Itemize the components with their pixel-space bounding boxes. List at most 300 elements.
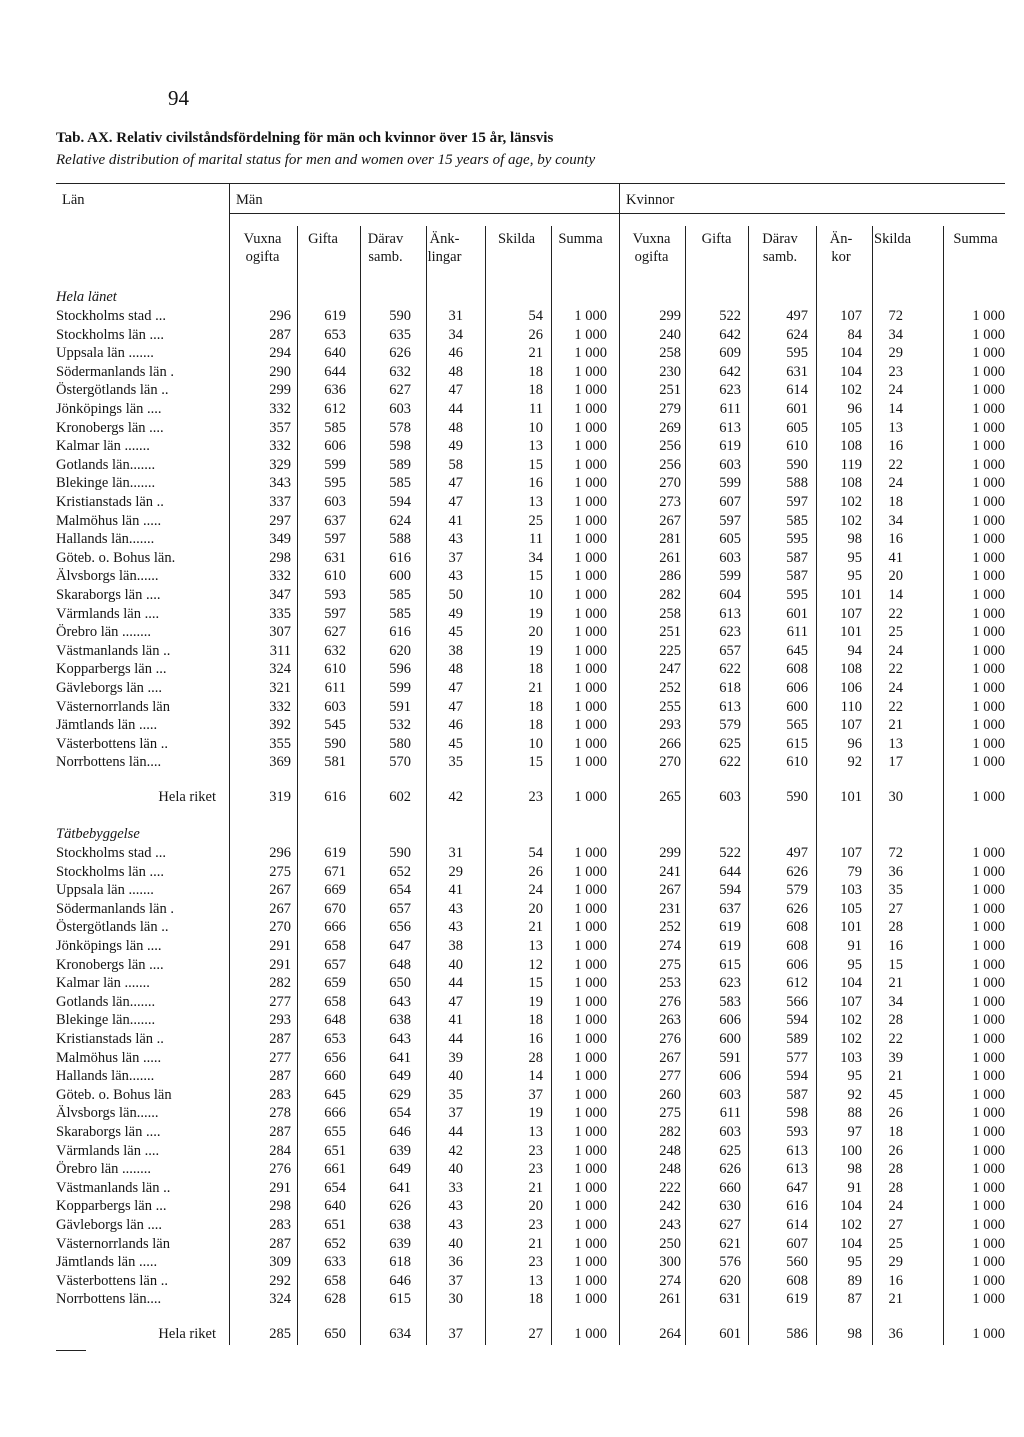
table-cell: 639 [389, 1142, 411, 1159]
table-cell: 31 [448, 845, 463, 861]
total-label: Hela riket [158, 789, 216, 805]
table-cell: 619 [324, 308, 346, 324]
table-cell: 1 000 [972, 419, 1005, 436]
rule-group [229, 213, 1005, 214]
table-cell: 605 [786, 419, 808, 436]
table-cell: 560 [786, 1254, 808, 1271]
table-cell: 648 [389, 956, 411, 973]
table-cell: 16 [528, 475, 543, 492]
table-cell: 50 [448, 587, 463, 603]
section-heading: Tätbebyggelse [56, 826, 140, 842]
table-cell: 1 000 [574, 642, 607, 659]
table-cell: 34 [448, 326, 463, 343]
total-cell: 264 [659, 1326, 681, 1342]
table-cell: 660 [719, 1179, 741, 1196]
table-cell: 105 [840, 419, 862, 436]
table-cell: 1 000 [972, 308, 1005, 324]
table-cell: 13 [528, 494, 543, 510]
table-cell: 349 [269, 531, 291, 548]
table-cell: 1 000 [972, 326, 1005, 343]
table-cell: 23 [528, 1254, 543, 1271]
table-cell: 657 [389, 900, 411, 917]
table-cell: 30 [448, 1291, 463, 1308]
table-cell: 47 [448, 382, 463, 399]
table-cell: 638 [389, 1217, 411, 1233]
total-cell: 27 [528, 1326, 543, 1342]
table-cell: 101 [840, 919, 862, 936]
table-cell: 26 [528, 326, 543, 343]
table-cell: 670 [324, 900, 346, 917]
total-cell: 36 [888, 1326, 903, 1342]
county-name: Västmanlands län .. [56, 642, 171, 659]
table-cell: 1 000 [574, 717, 607, 734]
table-cell: 15 [528, 456, 543, 473]
table-cell: 625 [719, 1142, 741, 1159]
table-cell: 255 [659, 698, 681, 715]
table-cell: 599 [324, 456, 346, 473]
table-cell: 104 [840, 1198, 862, 1215]
table-cell: 47 [448, 475, 463, 492]
table-cell: 610 [324, 661, 346, 678]
table-cell: 281 [659, 531, 681, 548]
table-cell: 611 [324, 680, 346, 696]
table-cell: 13 [528, 1272, 543, 1289]
county-name: Stockholms län .... [56, 326, 164, 343]
table-cell: 292 [269, 1272, 291, 1289]
table-cell: 608 [786, 661, 808, 678]
table-cell: 282 [659, 1124, 681, 1140]
county-name: Malmöhus län ..... [56, 1049, 162, 1066]
table-cell: 642 [719, 326, 741, 343]
table-cell: 627 [389, 382, 411, 399]
total-cell: 650 [324, 1326, 346, 1342]
table-cell: 44 [448, 1031, 463, 1047]
table-cell: 659 [324, 975, 346, 992]
table-cell: 601 [786, 401, 808, 417]
table-cell: 643 [389, 993, 411, 1010]
table-cell: 612 [786, 975, 808, 992]
county-name: Södermanlands län . [56, 900, 174, 917]
county-name: Stockholms stad ... [56, 308, 166, 324]
table-cell: 18 [528, 698, 543, 715]
table-cell: 270 [659, 754, 681, 771]
table-cell: 1 000 [574, 1142, 607, 1159]
table-cell: 29 [448, 863, 463, 880]
table-cell: 1 000 [972, 661, 1005, 678]
table-cell: 1 000 [972, 1291, 1005, 1308]
table-cell: 291 [269, 956, 291, 973]
table-cell: 269 [659, 419, 681, 436]
table-cell: 15 [528, 975, 543, 992]
table-cell: 273 [659, 494, 681, 510]
table-cell: 24 [888, 642, 903, 659]
table-cell: 1 000 [574, 568, 607, 585]
table-cell: 613 [786, 1142, 808, 1159]
table-cell: 343 [269, 475, 291, 492]
table-cell: 603 [719, 456, 741, 473]
county-name: Kronobergs län .... [56, 956, 164, 973]
table-cell: 641 [389, 1049, 411, 1066]
table-cell: 43 [448, 1217, 463, 1233]
table-cell: 649 [389, 1068, 411, 1085]
table-cell: 1 000 [574, 975, 607, 992]
table-cell: 332 [269, 698, 291, 715]
county-name: Östergötlands län .. [56, 382, 169, 399]
table-cell: 12 [528, 956, 543, 973]
table-cell: 21 [528, 919, 543, 936]
table-cell: 644 [719, 863, 741, 880]
county-name: Jämtlands län ..... [56, 1254, 158, 1271]
table-cell: 23 [888, 363, 903, 380]
table-cell: 41 [448, 882, 463, 899]
table-cell: 623 [719, 382, 741, 399]
total-cell: 601 [719, 1326, 741, 1342]
table-cell: 1 000 [574, 326, 607, 343]
table-cell: 102 [840, 512, 862, 529]
table-cell: 23 [528, 1142, 543, 1159]
county-name: Örebro län ........ [56, 624, 152, 641]
table-cell: 247 [659, 661, 681, 678]
table-cell: 1 000 [574, 1179, 607, 1196]
table-cell: 626 [389, 345, 411, 362]
table-cell: 28 [888, 1179, 903, 1196]
table-cell: 1 000 [972, 587, 1005, 603]
county-name: Blekinge län....... [56, 475, 156, 492]
table-cell: 1 000 [972, 1142, 1005, 1159]
table-cell: 610 [324, 568, 346, 585]
table-cell: 637 [719, 900, 741, 917]
table-cell: 253 [659, 975, 681, 992]
table-cell: 103 [840, 1049, 862, 1066]
table-cell: 600 [389, 568, 411, 585]
table-cell: 46 [448, 717, 463, 734]
table-cell: 357 [269, 419, 291, 436]
table-cell: 275 [269, 863, 291, 880]
table-cell: 1 000 [972, 735, 1005, 752]
table-cell: 107 [840, 993, 862, 1010]
table-cell: 243 [659, 1217, 681, 1233]
table-cell: 603 [389, 401, 411, 417]
table-cell: 14 [888, 401, 903, 417]
table-cell: 28 [528, 1049, 543, 1066]
table-cell: 43 [448, 1198, 463, 1215]
column-header: Vuxna [243, 231, 282, 247]
table-cell: 321 [269, 680, 291, 696]
table-cell: 652 [324, 1235, 346, 1252]
table-cell: 577 [786, 1049, 808, 1066]
table-cell: 101 [840, 624, 862, 641]
table-cell: 266 [659, 735, 681, 752]
table-cell: 19 [528, 993, 543, 1010]
table-cell: 609 [719, 345, 741, 362]
table-cell: 248 [659, 1142, 681, 1159]
table-cell: 601 [786, 605, 808, 622]
table-cell: 45 [888, 1086, 903, 1103]
table-cell: 590 [389, 845, 411, 861]
table-cell: 608 [786, 938, 808, 954]
table-cell: 332 [269, 438, 291, 455]
table-cell: 33 [448, 1179, 463, 1196]
table-cell: 1 000 [574, 475, 607, 492]
table-cell: 1 000 [972, 642, 1005, 659]
table-cell: 1 000 [574, 587, 607, 603]
table-cell: 16 [528, 1031, 543, 1047]
table-cell: 633 [324, 1254, 346, 1271]
table-cell: 658 [324, 993, 346, 1010]
table-cell: 332 [269, 401, 291, 417]
table-cell: 1 000 [574, 1198, 607, 1215]
table-cell: 1 000 [574, 956, 607, 973]
table-cell: 591 [389, 698, 411, 715]
table-cell: 590 [324, 735, 346, 752]
table-cell: 636 [324, 382, 346, 399]
table-cell: 595 [786, 587, 808, 603]
table-cell: 657 [324, 956, 346, 973]
table-cell: 21 [528, 1179, 543, 1196]
county-name: Gävleborgs län .... [56, 1217, 163, 1233]
table-cell: 39 [888, 1049, 903, 1066]
table-cell: 647 [389, 938, 411, 954]
table-cell: 38 [448, 938, 463, 954]
table-cell: 653 [324, 1031, 346, 1047]
table-cell: 1 000 [574, 919, 607, 936]
table-cell: 631 [719, 1291, 741, 1308]
county-name: Älvsborgs län...... [56, 1105, 159, 1122]
table-cell: 606 [786, 956, 808, 973]
table-cell: 274 [659, 1272, 681, 1289]
county-name: Värmlands län .... [56, 1142, 160, 1159]
table-cell: 28 [888, 1161, 903, 1178]
table-cell: 1 000 [574, 1254, 607, 1271]
table-cell: 626 [719, 1161, 741, 1178]
table-cell: 635 [389, 326, 411, 343]
table-cell: 1 000 [972, 568, 1005, 585]
table-cell: 299 [659, 308, 681, 324]
table-cell: 1 000 [574, 1012, 607, 1029]
table-cell: 623 [719, 975, 741, 992]
county-name: Jämtlands län ..... [56, 717, 158, 734]
table-cell: 637 [324, 512, 346, 529]
table-cell: 37 [448, 549, 463, 566]
table-cell: 95 [847, 568, 862, 585]
table-cell: 307 [269, 624, 291, 641]
table-cell: 19 [528, 642, 543, 659]
table-cell: 256 [659, 438, 681, 455]
table-cell: 282 [659, 587, 681, 603]
table-cell: 629 [389, 1086, 411, 1103]
column-header: Summa [953, 231, 998, 247]
table-cell: 647 [786, 1179, 808, 1196]
table-cell: 1 000 [972, 1086, 1005, 1103]
table-cell: 624 [389, 512, 411, 529]
table-cell: 24 [888, 680, 903, 696]
table-cell: 595 [786, 531, 808, 548]
table-cell: 26 [528, 863, 543, 880]
table-cell: 324 [269, 661, 291, 678]
table-cell: 58 [448, 456, 463, 473]
table-cell: 566 [786, 993, 808, 1010]
table-cell: 14 [888, 587, 903, 603]
table-cell: 22 [888, 605, 903, 622]
table-cell: 1 000 [574, 1086, 607, 1103]
column-header: Gifta [308, 231, 338, 247]
table-cell: 622 [719, 661, 741, 678]
table-cell: 606 [719, 1012, 741, 1029]
table-cell: 16 [888, 1272, 903, 1289]
table-cell: 15 [528, 754, 543, 771]
table-cell: 655 [324, 1124, 346, 1140]
table-cell: 267 [659, 882, 681, 899]
table-cell: 44 [448, 401, 463, 417]
table-cell: 324 [269, 1291, 291, 1308]
table-cell: 585 [389, 587, 411, 603]
table-cell: 619 [719, 438, 741, 455]
table-cell: 632 [324, 642, 346, 659]
table-cell: 36 [888, 863, 903, 880]
table-cell: 1 000 [972, 1272, 1005, 1289]
table-cell: 619 [719, 938, 741, 954]
table-cell: 34 [888, 326, 903, 343]
table-cell: 1 000 [972, 624, 1005, 641]
county-name: Jönköpings län .... [56, 938, 162, 954]
table-cell: 347 [269, 587, 291, 603]
table-cell: 20 [528, 624, 543, 641]
total-cell: 1 000 [972, 1326, 1005, 1342]
table-cell: 297 [269, 512, 291, 529]
table-cell: 653 [324, 326, 346, 343]
table-cell: 27 [888, 900, 903, 917]
table-cell: 626 [389, 1198, 411, 1215]
table-cell: 16 [888, 531, 903, 548]
table-cell: 21 [528, 680, 543, 696]
table-cell: 1 000 [972, 1217, 1005, 1233]
table-cell: 611 [719, 401, 741, 417]
column-header: Skilda [497, 231, 536, 247]
table-cell: 666 [324, 919, 346, 936]
table-cell: 15 [888, 956, 903, 973]
table-cell: 606 [324, 438, 346, 455]
table-cell: 11 [529, 401, 543, 417]
table-cell: 47 [448, 698, 463, 715]
table-cell: 579 [719, 717, 741, 734]
table-cell: 18 [528, 661, 543, 678]
table-cell: 40 [448, 1161, 463, 1178]
table-cell: 267 [659, 512, 681, 529]
table-cell: 23 [528, 1161, 543, 1178]
table-cell: 299 [269, 382, 291, 399]
total-cell: 602 [389, 789, 411, 805]
column-header-line2: ogifta [634, 249, 669, 265]
table-cell: 21 [888, 975, 903, 992]
table-cell: 296 [269, 308, 291, 324]
total-cell: 101 [840, 789, 862, 805]
table-cell: 267 [659, 1049, 681, 1066]
table-cell: 26 [888, 1105, 903, 1122]
table-cell: 613 [786, 1161, 808, 1178]
table-cell: 276 [659, 1031, 681, 1047]
county-name: Jönköpings län .... [56, 401, 162, 417]
table-cell: 43 [448, 900, 463, 917]
table-cell: 95 [847, 549, 862, 566]
table-cell: 256 [659, 456, 681, 473]
table-cell: 18 [888, 1124, 903, 1140]
table-cell: 657 [719, 642, 741, 659]
table-cell: 620 [719, 1272, 741, 1289]
table-cell: 24 [528, 882, 543, 899]
table-cell: 10 [528, 587, 543, 603]
table-cell: 44 [448, 975, 463, 992]
table-cell: 610 [786, 754, 808, 771]
table-cell: 248 [659, 1161, 681, 1178]
total-cell: 265 [659, 789, 681, 805]
table-cell: 641 [389, 1179, 411, 1196]
table-cell: 98 [847, 1161, 862, 1178]
page-number: 94 [168, 86, 189, 110]
table-cell: 23 [528, 1217, 543, 1233]
table-cell: 96 [847, 401, 862, 417]
table-cell: 311 [269, 642, 291, 659]
table-cell: 225 [659, 642, 681, 659]
table-cell: 270 [269, 919, 291, 936]
county-name: Skaraborgs län .... [56, 587, 161, 603]
table-cell: 102 [840, 494, 862, 510]
table-cell: 287 [269, 1031, 291, 1047]
table-cell: 11 [529, 531, 543, 548]
table-cell: 1 000 [972, 993, 1005, 1010]
table-cell: 260 [659, 1086, 681, 1103]
table-cell: 263 [659, 1012, 681, 1029]
table-cell: 589 [786, 1031, 808, 1047]
table-cell: 624 [786, 326, 808, 343]
table-cell: 24 [888, 1198, 903, 1215]
table-cell: 13 [888, 419, 903, 436]
table-cell: 532 [389, 717, 411, 734]
table-cell: 282 [269, 975, 291, 992]
table-cell: 41 [448, 512, 463, 529]
table-cell: 298 [269, 549, 291, 566]
table-cell: 588 [389, 531, 411, 548]
table-cell: 20 [888, 568, 903, 585]
table-cell: 654 [389, 882, 411, 899]
table-cell: 1 000 [574, 661, 607, 678]
table-cell: 29 [888, 1254, 903, 1271]
table-cell: 590 [786, 456, 808, 473]
table-cell: 107 [840, 605, 862, 622]
table-cell: 40 [448, 956, 463, 973]
table-cell: 1 000 [574, 735, 607, 752]
table-cell: 18 [528, 1291, 543, 1308]
table-cell: 1 000 [972, 1235, 1005, 1252]
table-cell: 1 000 [574, 882, 607, 899]
county-name: Stockholms stad ... [56, 845, 166, 861]
table-cell: 20 [528, 1198, 543, 1215]
table-cell: 1 000 [574, 419, 607, 436]
table-cell: 599 [719, 568, 741, 585]
table-cell: 1 000 [574, 845, 607, 861]
table-cell: 625 [719, 735, 741, 752]
table-cell: 287 [269, 1235, 291, 1252]
table-cell: 1 000 [972, 1161, 1005, 1178]
table-cell: 597 [324, 605, 346, 622]
table-cell: 1 000 [972, 605, 1005, 622]
county-name: Västernorrlands län [56, 1235, 170, 1252]
table-cell: 594 [389, 494, 411, 510]
table-cell: 626 [786, 900, 808, 917]
table-cell: 671 [324, 863, 346, 880]
column-header: Därav [762, 231, 798, 247]
table-cell: 26 [888, 1142, 903, 1159]
table-cell: 287 [269, 326, 291, 343]
